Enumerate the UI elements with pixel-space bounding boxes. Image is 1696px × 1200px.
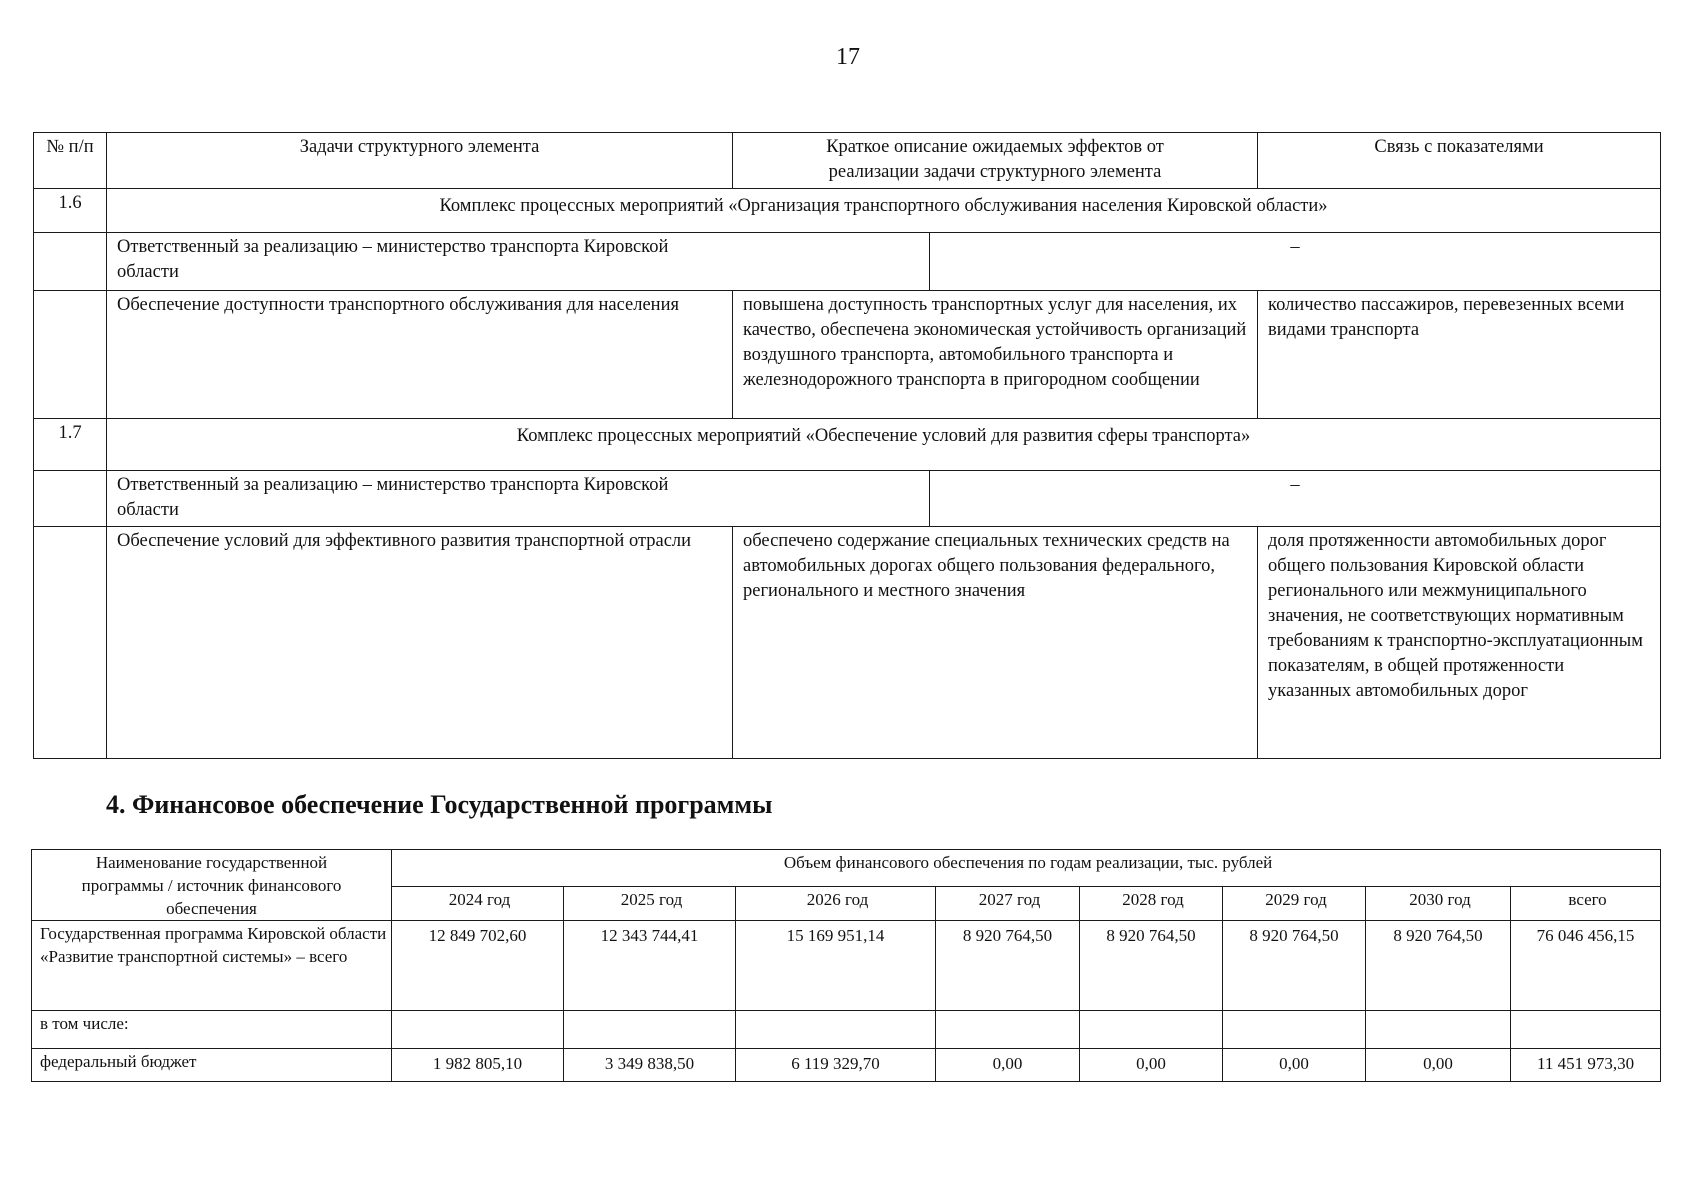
tasks-header-row [34,133,1661,189]
year-column-header: 2030 год [1366,886,1511,921]
section-heading: 4. Финансовое обеспечение Государственной программы [106,790,773,819]
finance-value: 76 046 456,15 [1511,921,1661,1011]
indicator-text: доля протяженности автомобильных дорог общего пользования Кировской области регионального или межмуниципального значения, не соответствующих нормативным требованиям к транспортно-эксплуатационным показателям, в общей протяженности указанных автомобильных дорог [1258,527,1661,759]
section-row [34,189,1661,233]
year-column-header: 2026 год [736,886,936,921]
section-number: 1.6 [34,189,107,233]
effect-text: обеспечено содержание специальных технических средств на автомобильных дорогах общего пользования федерального, регионального и местного значения [733,527,1258,759]
year-column-header: 2028 год [1080,886,1223,921]
responsible-gap [733,233,930,291]
section-title: Комплекс процессных мероприятий «Организация транспортного обслуживания населения Кировской области» [107,189,1661,233]
finance-value [392,1011,564,1049]
section-row [34,419,1661,471]
finance-value: 15 169 951,14 [736,921,936,1011]
finance-value [936,1011,1080,1049]
total-column-header: всего [1511,886,1661,921]
page-number: 17 [836,44,860,70]
finance-value: 0,00 [936,1049,1080,1082]
finance-value [1223,1011,1366,1049]
finance-header-row [32,850,1661,887]
task-row [34,527,1661,759]
responsible-text: Ответственный за реализацию – министерство транспорта Кировской области [107,233,733,291]
finance-row-label: федеральный бюджет [32,1049,392,1082]
section-number: 1.7 [34,419,107,471]
finance-value [1366,1011,1511,1049]
finance-value: 11 451 973,30 [1511,1049,1661,1082]
finance-value [736,1011,936,1049]
empty-cell [34,291,107,419]
finance-row-federal [32,1049,1661,1082]
responsible-text: Ответственный за реализацию – министерство транспорта Кировской области [107,471,733,527]
finance-value: 8 920 764,50 [1366,921,1511,1011]
finance-row-label: Государственная программа Кировской области «Развитие транспортной системы» – всего [32,921,392,1011]
finance-name-header: Наименование государственной программы / источник финансового обеспечения [32,850,392,921]
header-link: Связь с показателями [1258,133,1661,189]
header-effects: Краткое описание ожидаемых эффектов от реализации задачи структурного элемента [733,133,1258,189]
finance-value: 1 982 805,10 [392,1049,564,1082]
responsible-value: – [930,233,1661,291]
finance-table [31,849,1661,1082]
tasks-table [33,132,1661,759]
responsible-gap [733,471,930,527]
year-column-header: 2025 год [564,886,736,921]
finance-value: 6 119 329,70 [736,1049,936,1082]
header-tasks: Задачи структурного элемента [107,133,733,189]
year-column-header: 2027 год [936,886,1080,921]
finance-row-label: в том числе: [32,1011,392,1049]
finance-value: 8 920 764,50 [1223,921,1366,1011]
responsible-row [34,233,1661,291]
task-text: Обеспечение доступности транспортного обслуживания для населения [107,291,733,419]
finance-value: 0,00 [1080,1049,1223,1082]
finance-value: 8 920 764,50 [936,921,1080,1011]
task-row [34,291,1661,419]
finance-value: 12 849 702,60 [392,921,564,1011]
responsible-value: – [930,471,1661,527]
indicator-text: количество пассажиров, перевезенных всеми видами транспорта [1258,291,1661,419]
finance-value [1080,1011,1223,1049]
finance-value [1511,1011,1661,1049]
empty-cell [34,233,107,291]
finance-row-including [32,1011,1661,1049]
year-column-header: 2029 год [1223,886,1366,921]
responsible-row [34,471,1661,527]
finance-value: 0,00 [1366,1049,1511,1082]
finance-value: 12 343 744,41 [564,921,736,1011]
finance-value: 0,00 [1223,1049,1366,1082]
effect-text: повышена доступность транспортных услуг для населения, их качество, обеспечена экономическая устойчивость организаций воздушного транспорта, автомобильного транспорта и железнодорожного транспорта в пригородном сообщении [733,291,1258,419]
header-num: № п/п [34,133,107,189]
task-text: Обеспечение условий для эффективного развития транспортной отрасли [107,527,733,759]
finance-value [564,1011,736,1049]
year-column-header: 2024 год [392,886,564,921]
finance-value: 3 349 838,50 [564,1049,736,1082]
empty-cell [34,471,107,527]
section-title: Комплекс процессных мероприятий «Обеспечение условий для развития сферы транспорта» [107,419,1661,471]
empty-cell [34,527,107,759]
finance-row-total [32,921,1661,1011]
finance-volume-header: Объем финансового обеспечения по годам реализации, тыс. рублей [392,850,1661,887]
finance-value: 8 920 764,50 [1080,921,1223,1011]
